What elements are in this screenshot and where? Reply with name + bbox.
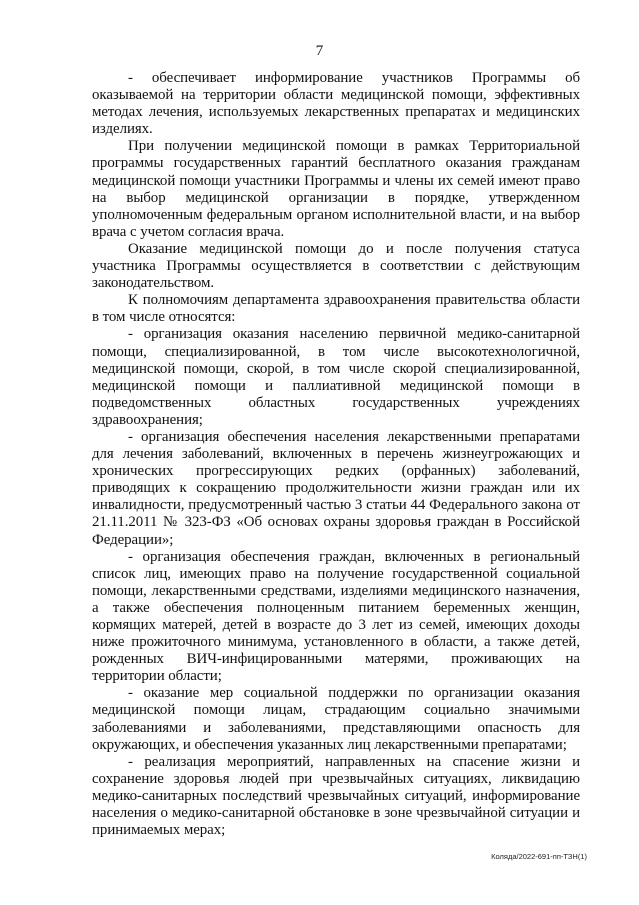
document-footer-code: Коляда/2022-691-пп-ТЗН(1) — [491, 852, 587, 861]
paragraph-primary-care: - организация оказания населению первичной медико-санитарной помощи, специализированной, в том числе высокотехнологичной, медицинской помощи, скорой, в том числе скорой специализированной, медицинской помощи и паллиативной медицинской помощи в подведомственных областных государственных учреждениях здравоохранения; — [92, 326, 580, 428]
paragraph-status-care: Оказание медицинской помощи до и после получения статуса участника Программы осуществляется в соответствии с действующим законодательством. — [92, 240, 580, 292]
paragraph-department-powers: К полномочиям департамента здравоохранения правительства области в том числе относятся: — [92, 292, 580, 326]
page-number: 7 — [315, 43, 324, 59]
paragraph-socially-significant-diseases: - оказание мер социальной поддержки по организации оказания медицинской помощи лицам, страдающим социально значимыми заболеваниями и заболеваниями, представляющими опасность для окружающих, и обеспечения указанных лиц лекарственными препаратами; — [92, 685, 580, 753]
paragraph-social-assistance: - организация обеспечения граждан, включенных в региональный список лиц, имеющих право на получение государственной социальной помощи, лекарственными средствами, изделиями медицинского назначения, а также обеспечения полноценным питанием беременных женщин, кормящих матерей, детей в возрасте до 3 лет из семей, имеющих доходы ниже прожиточного минимума, установленного в области, а также детей, рожденных ВИЧ-инфицированными матерями, проживающих на территории области; — [92, 548, 580, 685]
paragraph-rare-diseases-drugs: - организация обеспечения населения лекарственными препаратами для лечения заболеваний, включенных в перечень жизнеугрожающих и хронических прогрессирующих редких (орфанных) заболеваний, приводящих к сокращению продолжительности жизни граждан или их инвалидности, предусмотренный частью 3 статьи 44 Федерального закона от 21.11.2011 № 323-ФЗ «Об основах охраны здоровья граждан в Российской Федерации»; — [92, 428, 580, 548]
paragraph-emergency-measures: - реализация мероприятий, направленных на спасение жизни и сохранение здоровья людей при чрезвычайных ситуациях, ликвидацию медико-санитарных последствий чрезвычайных ситуаций, информирование населения о медико-санитарной обстановке в зоне чрезвычайной ситуации и принимаемых мерах; — [92, 753, 580, 839]
paragraph-informing-participants: - обеспечивает информирование участников Программы об оказываемой на территории области медицинской помощи, эффективных методах лечения, используемых лекарственных препаратах и медицинских изделиях. — [92, 70, 580, 138]
document-body — [92, 70, 580, 839]
paragraph-right-to-choose: При получении медицинской помощи в рамках Территориальной программы государственных гарантий бесплатного оказания гражданам медицинской помощи участники Программы и члены их семей имеют право на выбор медицинской организации в порядке, утвержденном уполномоченным федеральным органом исполнительной власти, и на выбор врача с учетом согласия врача. — [92, 138, 580, 240]
